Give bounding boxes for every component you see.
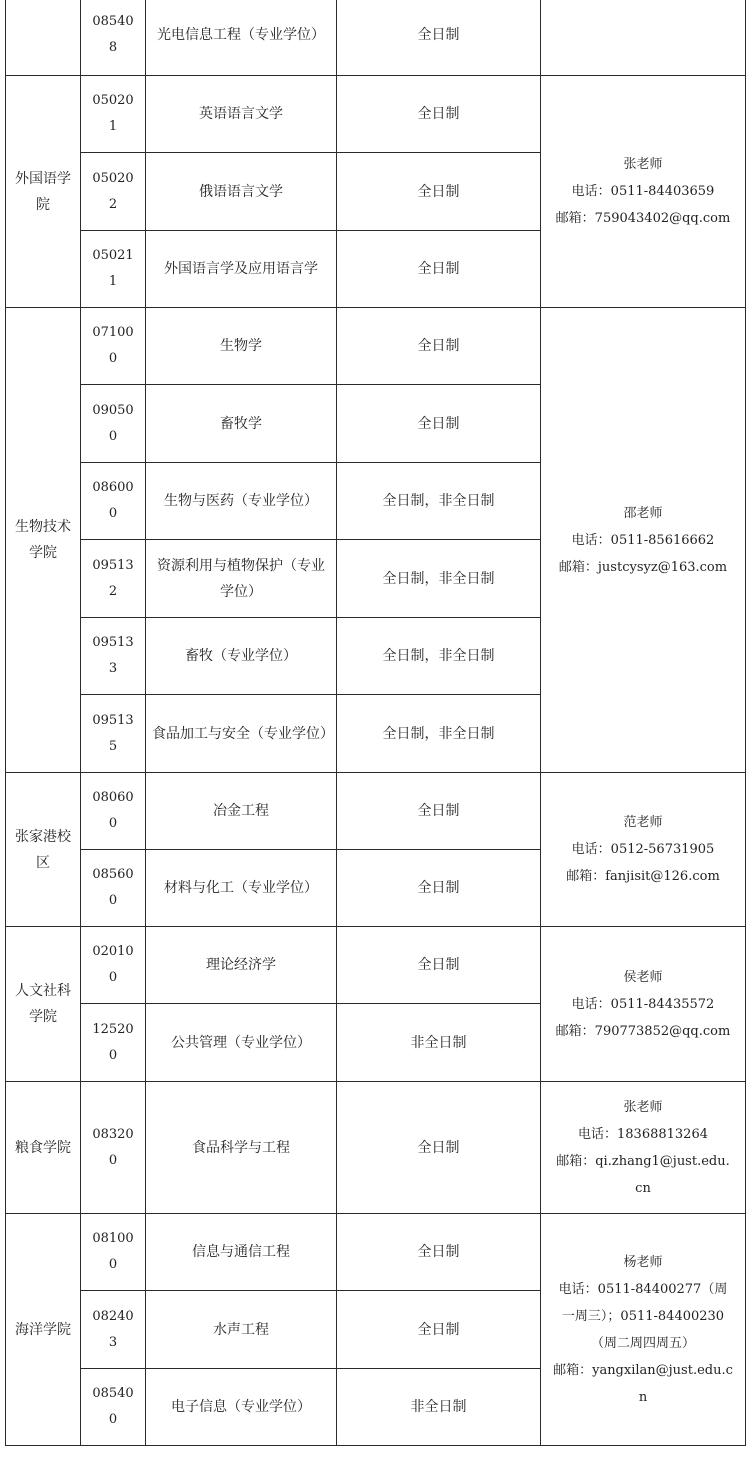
program-name-cell: 公共管理（专业学位） <box>146 1004 337 1082</box>
contact-phone: 电话：0511-84403659 <box>571 184 715 199</box>
study-mode-cell: 全日制 <box>337 385 541 463</box>
program-code-cell: 095135 <box>81 695 146 773</box>
contact-phone: 电话：0511-85616662 <box>571 532 715 548</box>
study-mode-cell: 非全日制 <box>337 1004 541 1082</box>
table-row <box>6 1082 746 1214</box>
study-mode-cell: 全日制，非全日制 <box>337 540 541 618</box>
study-mode-cell: 全日制，非全日制 <box>337 695 541 773</box>
program-code-cell: 071000 <box>81 308 146 385</box>
program-name-cell: 资源利用与植物保护（专业学位） <box>146 540 337 618</box>
contact-name: 范老师 <box>623 815 663 830</box>
program-name-cell: 食品科学与工程 <box>146 1082 337 1214</box>
study-mode-cell: 全日制 <box>337 153 541 231</box>
program-code-cell: 085400 <box>81 1369 146 1446</box>
study-mode-cell: 全日制 <box>337 231 541 308</box>
program-code-cell: 090500 <box>81 385 146 463</box>
contact-phone: 电话：18368813264 <box>578 1126 708 1142</box>
program-name-cell: 理论经济学 <box>146 927 337 1004</box>
study-mode-cell: 全日制 <box>337 927 541 1004</box>
program-name-cell: 冶金工程 <box>146 773 337 850</box>
study-mode-cell: 全日制 <box>337 850 541 927</box>
program-name-cell: 英语语言文学 <box>146 76 337 153</box>
contact-cell <box>541 1082 746 1214</box>
study-mode-cell: 全日制 <box>337 1082 541 1214</box>
program-name-cell: 光电信息工程（专业学位） <box>146 0 337 76</box>
program-code-cell: 095133 <box>81 618 146 695</box>
study-mode-cell: 全日制，非全日制 <box>337 618 541 695</box>
program-code-cell: 020100 <box>81 927 146 1004</box>
study-mode-cell: 全日制 <box>337 773 541 850</box>
department-cell: 外国语学院 <box>6 76 81 308</box>
contact-email: 邮箱：justcysyz@163.com <box>558 559 728 575</box>
department-cell <box>6 0 81 76</box>
contact-email: 邮箱：yangxilan@just.edu.cn <box>553 1362 733 1405</box>
study-mode-cell: 全日制 <box>337 76 541 153</box>
contact-email: 邮箱：qi.zhang1@just.edu.cn <box>556 1153 730 1196</box>
program-code-cell: 125200 <box>81 1004 146 1082</box>
program-name-cell: 畜牧（专业学位） <box>146 618 337 695</box>
program-name-cell: 材料与化工（专业学位） <box>146 850 337 927</box>
contact-email: 邮箱：fanjisit@126.com <box>566 869 720 884</box>
table-row <box>6 308 746 385</box>
contact-phone: 电话：0512-56731905 <box>571 842 715 857</box>
department-cell: 生物技术学院 <box>6 308 81 773</box>
program-code-cell: 050211 <box>81 231 146 308</box>
program-code-cell: 085408 <box>81 0 146 76</box>
program-name-cell: 俄语语言文学 <box>146 153 337 231</box>
contact-cell <box>541 773 746 927</box>
contact-cell <box>541 927 746 1082</box>
table-row <box>6 0 746 76</box>
program-name-cell: 信息与通信工程 <box>146 1214 337 1291</box>
department-cell: 海洋学院 <box>6 1214 81 1446</box>
program-name-cell: 食品加工与安全（专业学位） <box>146 695 337 773</box>
program-code-cell: 081000 <box>81 1214 146 1291</box>
contact-cell <box>541 0 746 76</box>
program-name-cell: 生物与医药（专业学位） <box>146 463 337 540</box>
program-name-cell: 电子信息（专业学位） <box>146 1369 337 1446</box>
program-code-cell: 085600 <box>81 850 146 927</box>
program-code-cell: 080600 <box>81 773 146 850</box>
table-row <box>6 927 746 1004</box>
study-mode-cell: 全日制 <box>337 1291 541 1369</box>
contact-name: 张老师 <box>623 157 663 172</box>
contact-name: 张老师 <box>623 1099 663 1115</box>
program-code-cell: 086000 <box>81 463 146 540</box>
contact-cell <box>541 76 746 308</box>
program-name-cell: 生物学 <box>146 308 337 385</box>
program-table-body <box>6 0 746 1446</box>
program-code-cell: 083200 <box>81 1082 146 1214</box>
program-code-cell: 050202 <box>81 153 146 231</box>
contact-cell <box>541 1214 746 1446</box>
contact-email: 邮箱：790773852@qq.com <box>555 1023 731 1039</box>
table-row <box>6 76 746 153</box>
department-cell: 人文社科学院 <box>6 927 81 1082</box>
program-name-cell: 畜牧学 <box>146 385 337 463</box>
contact-name: 邵老师 <box>623 505 663 521</box>
program-name-cell: 外国语言学及应用语言学 <box>146 231 337 308</box>
study-mode-cell: 全日制，非全日制 <box>337 463 541 540</box>
contact-email: 邮箱：759043402@qq.com <box>555 211 731 226</box>
table-row <box>6 1214 746 1291</box>
department-cell: 粮食学院 <box>6 1082 81 1214</box>
table-row <box>6 773 746 850</box>
contact-phone: 电话：0511-84435572 <box>571 996 715 1012</box>
department-cell: 张家港校区 <box>6 773 81 927</box>
contact-name: 侯老师 <box>623 969 663 985</box>
program-code-cell: 050201 <box>81 76 146 153</box>
study-mode-cell: 全日制 <box>337 1214 541 1291</box>
program-code-cell: 095132 <box>81 540 146 618</box>
contact-cell <box>541 308 746 773</box>
contact-name: 杨老师 <box>623 1254 663 1270</box>
program-name-cell: 水声工程 <box>146 1291 337 1369</box>
program-code-cell: 082403 <box>81 1291 146 1369</box>
study-mode-cell: 全日制 <box>337 308 541 385</box>
program-table <box>5 0 746 1446</box>
study-mode-cell: 全日制 <box>337 0 541 76</box>
study-mode-cell: 非全日制 <box>337 1369 541 1446</box>
contact-phone: 电话：0511-84400277（周一周三）；0511-84400230（周二周四周五） <box>558 1281 728 1351</box>
